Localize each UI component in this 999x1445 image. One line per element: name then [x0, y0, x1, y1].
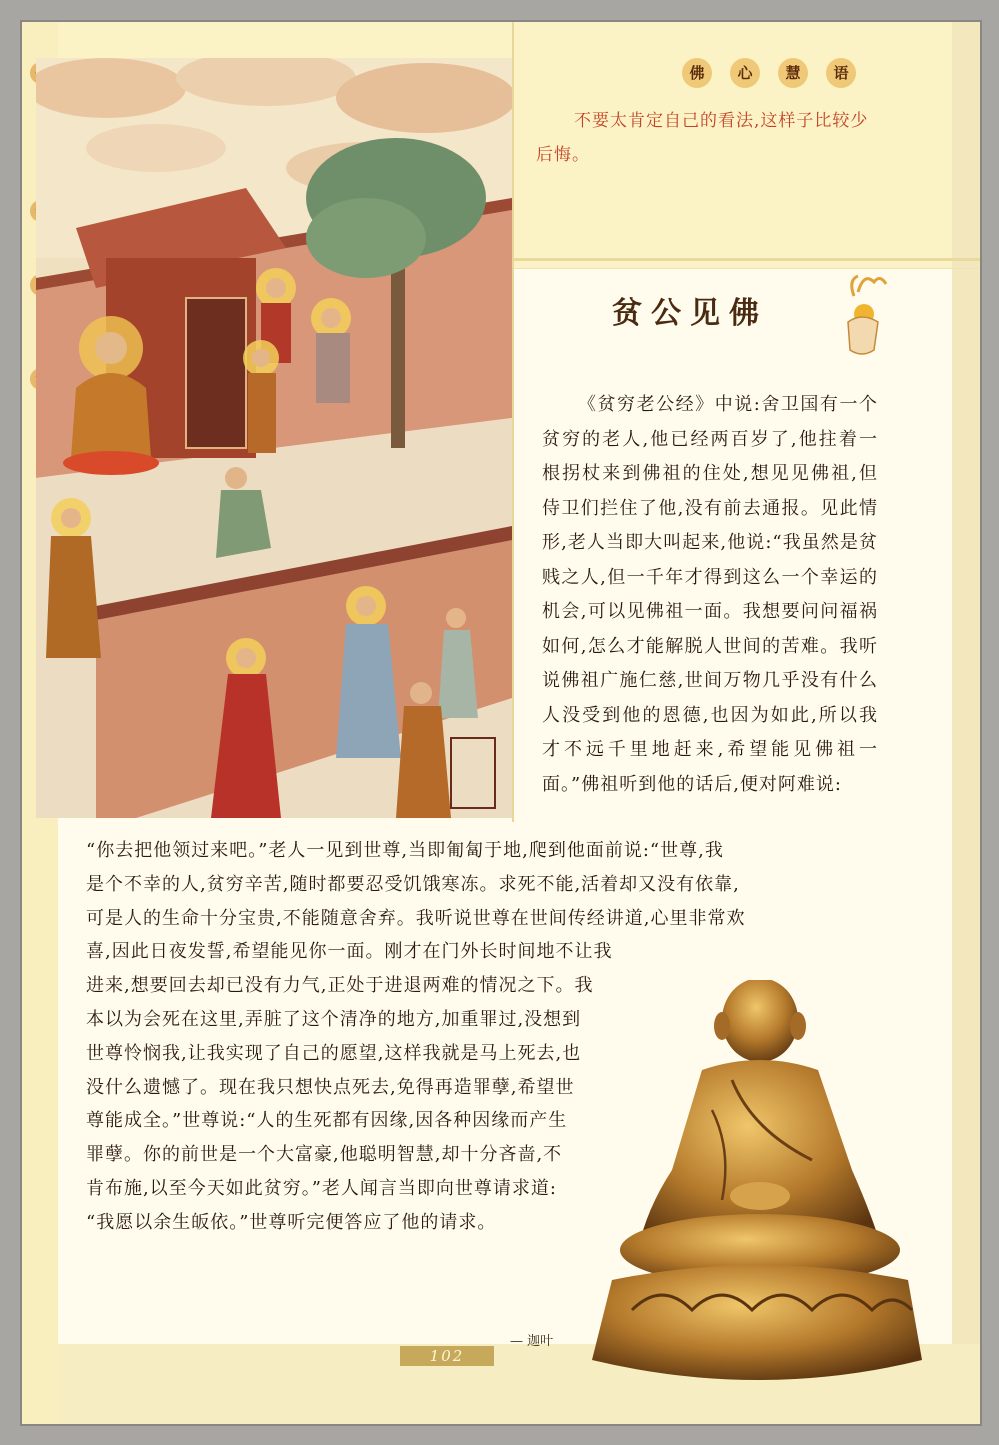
- horizontal-divider-thin: [514, 268, 980, 269]
- statue-caption: — 迦叶: [510, 1334, 554, 1349]
- paragraph-2-line: 进来,想要回去却已没有力气,正处于进退两难的情况之下。我: [86, 975, 594, 997]
- paragraph-2-line: “我愿以余生皈依。”世尊听完便答应了他的请求。: [86, 1211, 497, 1233]
- motto-text: 不要太肯定自己的看法,这样子比较少后悔。: [536, 111, 869, 165]
- paragraph-2-line: 世尊怜悯我,让我实现了自己的愿望,这样我就是马上死去,也: [86, 1042, 582, 1064]
- book-page: [22, 22, 980, 1424]
- article-paragraph-1: 《贫穷老公经》中说:舍卫国有一个贫穷的老人,他已经两百岁了,他拄着一根拐杖来到佛祖的住处,想见见佛祖,但侍卫们拦住了他,没有前去通报。见此情形,老人当即大叫起来,他说:“我虽然是贫贱之人,但一千年才得到这么一个幸运的机会,可以见佛祖一面。我想要问问福祸如何,怎么才能解脱人世间的苦难。我听说佛祖广施仁慈,世间万物几乎没有什么人没受到他的恩德,也因为如此,所以我才不远千里地赶来,希望能见佛祖一面。”佛祖听到他的话后,便对阿难说:: [542, 394, 878, 795]
- page-number: 102: [400, 1346, 494, 1366]
- paragraph-2-line: 本以为会死在这里,弄脏了这个清净的地方,加重罪过,没想到: [86, 1008, 582, 1030]
- motto-title-char-3: 慧: [778, 58, 808, 88]
- paragraph-2-line: “你去把他领过来吧。”老人一见到世尊,当即匍匐于地,爬到他面前说:“世尊,我: [86, 840, 724, 861]
- paragraph-2-line: 没什么遗憾了。现在我只想快点死去,免得再造罪孽,希望世: [86, 1076, 575, 1098]
- paragraph-2-line: 是个不幸的人,贫穷辛苦,随时都要忍受饥饿寒冻。求死不能,活着却又没有依靠,: [86, 873, 740, 895]
- right-margin-band: [952, 22, 980, 1424]
- paragraph-2-line: 罪孽。你的前世是一个大富豪,他聪明智慧,却十分吝啬,不: [86, 1144, 563, 1166]
- horizontal-divider: [514, 258, 980, 261]
- motto-title-char-4: 语: [826, 58, 856, 88]
- paragraph-2-line: 可是人的生命十分宝贵,不能随意舍弃。我听说世尊在世间传经讲道,心里非常欢: [86, 907, 746, 929]
- motto-title-char-1: 佛: [682, 58, 712, 88]
- kasyapa-statue: [582, 980, 932, 1406]
- paragraph-2-line: 尊能成全。”世尊说:“人的生死都有因缘,因各种因缘而产生: [86, 1110, 568, 1132]
- painting-illustration: [36, 58, 512, 818]
- paragraph-2-line: 喜,因此日夜发誓,希望能见你一面。刚才在门外长时间地不让我: [86, 941, 613, 963]
- lotus-hand-icon: [834, 272, 890, 362]
- vertical-divider: [512, 22, 514, 822]
- article-title: 贫公见佛: [612, 296, 768, 331]
- paragraph-2-line: 肯布施,以至今天如此贫穷。”老人闻言当即向世尊请求道:: [86, 1177, 557, 1199]
- motto-title-char-2: 心: [730, 58, 760, 88]
